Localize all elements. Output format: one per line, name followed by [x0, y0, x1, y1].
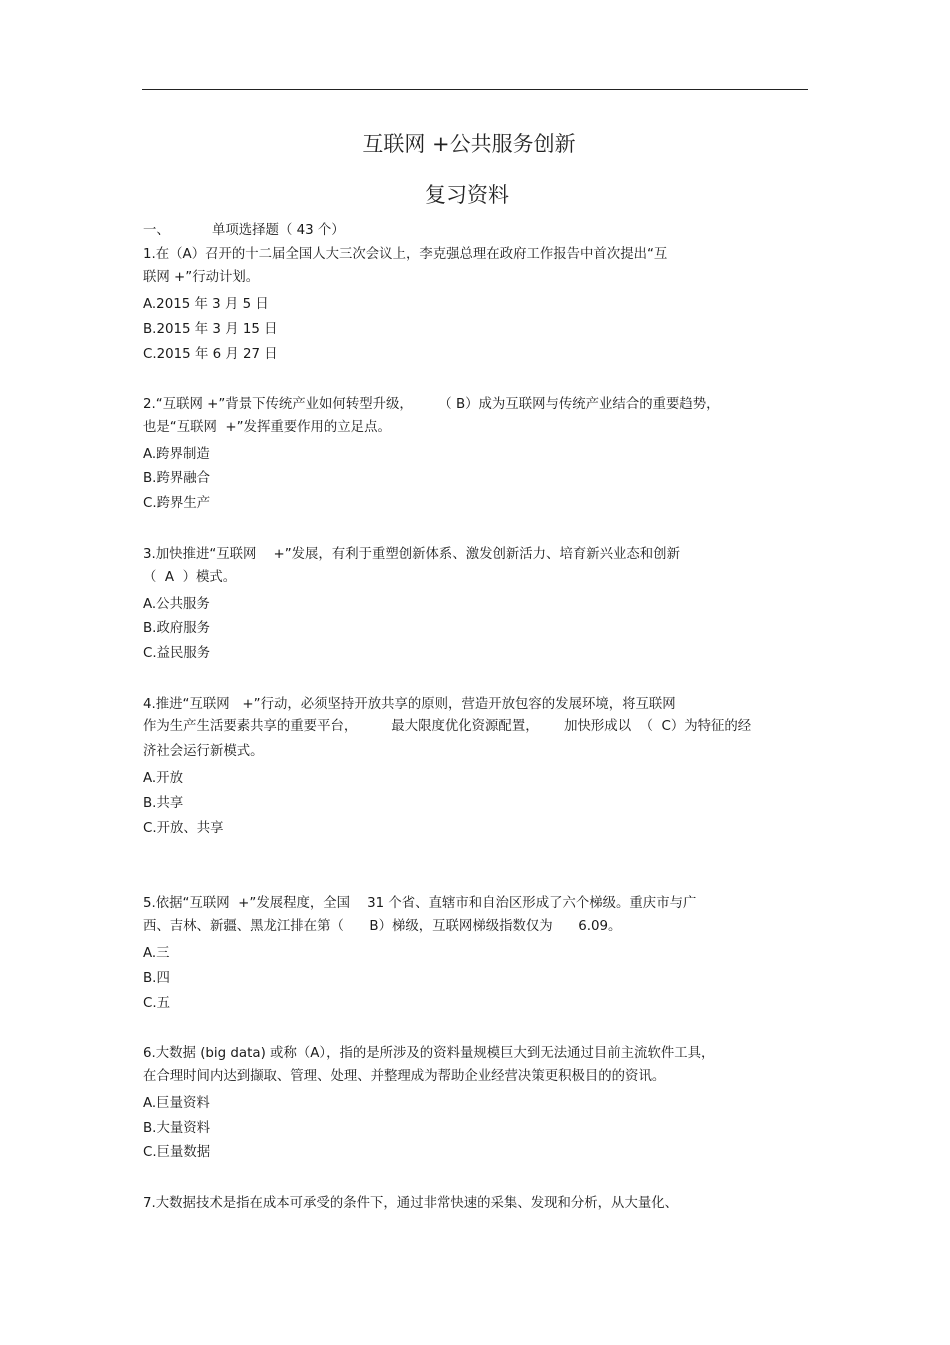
q1-option-a: A.2015 年 3 月 5 日: [143, 297, 269, 312]
section-label: 单项选择题（ 43 个）: [212, 223, 345, 238]
q6-option-c: C.巨量数据: [143, 1145, 211, 1160]
q6-text-line-1: 6.大数据 (big data) 或称（A），指的是所涉及的资料量规模巨大到无法通过目前主流软件工具，: [143, 1046, 715, 1061]
document-title: 互联网 +公共服务创新: [362, 132, 576, 156]
document-subtitle: 复习资料: [425, 183, 509, 207]
q5-option-b: B.四: [143, 971, 170, 986]
q2-option-a: A.跨界制造: [143, 447, 210, 462]
q5-option-c: C.五: [143, 996, 170, 1011]
q1-text-line-1: 1.在（A）召开的十二届全国人大三次会议上，李克强总理在政府工作报告中首次提出“互: [143, 247, 668, 262]
q5-text-line-1: 5.依据“互联网 +”发展程度，全国 31 个省、直辖市和自治区形成了六个梯级。重庆市与广: [143, 896, 697, 911]
q3-option-a: A.公共服务: [143, 597, 210, 612]
q4-text-line-2: 作为生产生活要素共享的重要平台， 最大限度优化资源配置， 加快形成以 （ C）为特征的经: [143, 719, 752, 734]
q4-text-line-1: 4.推进“互联网 +”行动，必须坚持开放共享的原则，营造开放包容的发展环境，将互联网: [143, 697, 676, 712]
q3-text-line-1: 3.加快推进“互联网 +”发展，有利于重塑创新体系、激发创新活力、培育新兴业态和创新: [143, 547, 680, 562]
q6-option-a: A.巨量资料: [143, 1096, 210, 1111]
q2-option-c: C.跨界生产: [143, 496, 211, 511]
header-rule: [142, 89, 808, 90]
q1-option-b: B.2015 年 3 月 15 日: [143, 322, 278, 337]
q4-option-a: A.开放: [143, 771, 183, 786]
q6-option-b: B.大量资料: [143, 1121, 211, 1136]
q3-option-c: C.益民服务: [143, 646, 211, 661]
q2-text-line-2: 也是“互联网 +”发挥重要作用的立足点。: [143, 420, 391, 435]
q3-text-line-2: （ A ）模式。: [143, 570, 237, 585]
q4-option-b: B.共享: [143, 796, 184, 811]
q5-text-line-2: 西、吉林、新疆、黑龙江排在第（ B）梯级，互联网梯级指数仅为 6.09。: [143, 919, 622, 934]
q1-text-line-2: 联网 +”行动计划。: [143, 270, 260, 285]
q4-text-line-3: 济社会运行新模式。: [143, 744, 264, 759]
q7-text-line-1: 7.大数据技术是指在成本可承受的条件下，通过非常快速的采集、发现和分析，从大量化、: [143, 1196, 679, 1211]
q6-text-line-2: 在合理时间内达到撷取、管理、处理、并整理成为帮助企业经营决策更积极目的的资讯。: [143, 1069, 666, 1084]
q2-option-b: B.跨界融合: [143, 471, 211, 486]
q2-text-line-1: 2.“互联网 +”背景下传统产业如何转型升级， （ B）成为互联网与传统产业结合的重要趋势，: [143, 397, 720, 412]
q5-option-a: A.三: [143, 946, 170, 961]
section-number: 一、: [143, 223, 170, 238]
q4-option-c: C.开放、共享: [143, 821, 224, 836]
q1-option-c: C.2015 年 6 月 27 日: [143, 347, 278, 362]
q3-option-b: B.政府服务: [143, 621, 211, 636]
